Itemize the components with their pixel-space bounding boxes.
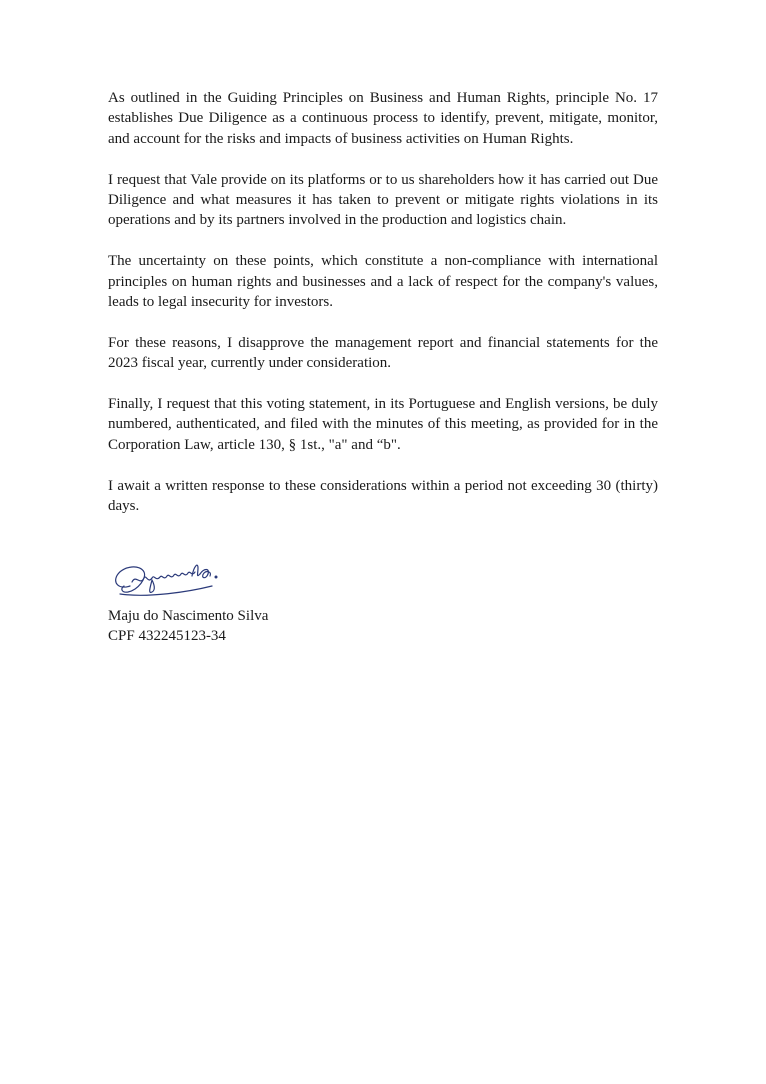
paragraph-disapproval: For these reasons, I disapprove the management report and financial statements for the 2023 fiscal year, currently under consideration. — [108, 334, 658, 372]
signer-cpf: CPF 432245123-34 — [108, 628, 226, 645]
letter-body — [108, 88, 658, 537]
handwritten-signature — [108, 556, 258, 604]
paragraph-uncertainty: The uncertainty on these points, which constitute a non-compliance with international principles on human rights and businesses and a lack of respect for the company's values, leads to legal insecurity for investors. — [108, 253, 658, 311]
signer-name: Maju do Nascimento Silva — [108, 608, 269, 624]
paragraph-request-due-diligence: I request that Vale provide on its platforms or to us shareholders how it has carried out Due Diligence and what measures it has taken to prevent or mitigate rights violations in its operations and by its partners involved in the production and logistics chain. — [108, 171, 658, 229]
paragraph-voting-statement: Finally, I request that this voting statement, in its Portuguese and English versions, be duly numbered, authenticated, and filed with the minutes of this meeting, as provided for in the Corporation Law, article 130, § 1st., "a" and “b". — [108, 396, 658, 453]
paragraph-guiding-principles: As outlined in the Guiding Principles on Business and Human Rights, principle No. 17 establishes Due Diligence as a continuous process to identify, prevent, mitigate, monitor, and account for the risks and impacts of business activities on Human Rights. — [108, 90, 658, 147]
signature-block — [108, 556, 408, 647]
paragraph-await-response: I await a written response to these considerations within a period not exceeding 30 (thirty) days. — [108, 477, 658, 515]
